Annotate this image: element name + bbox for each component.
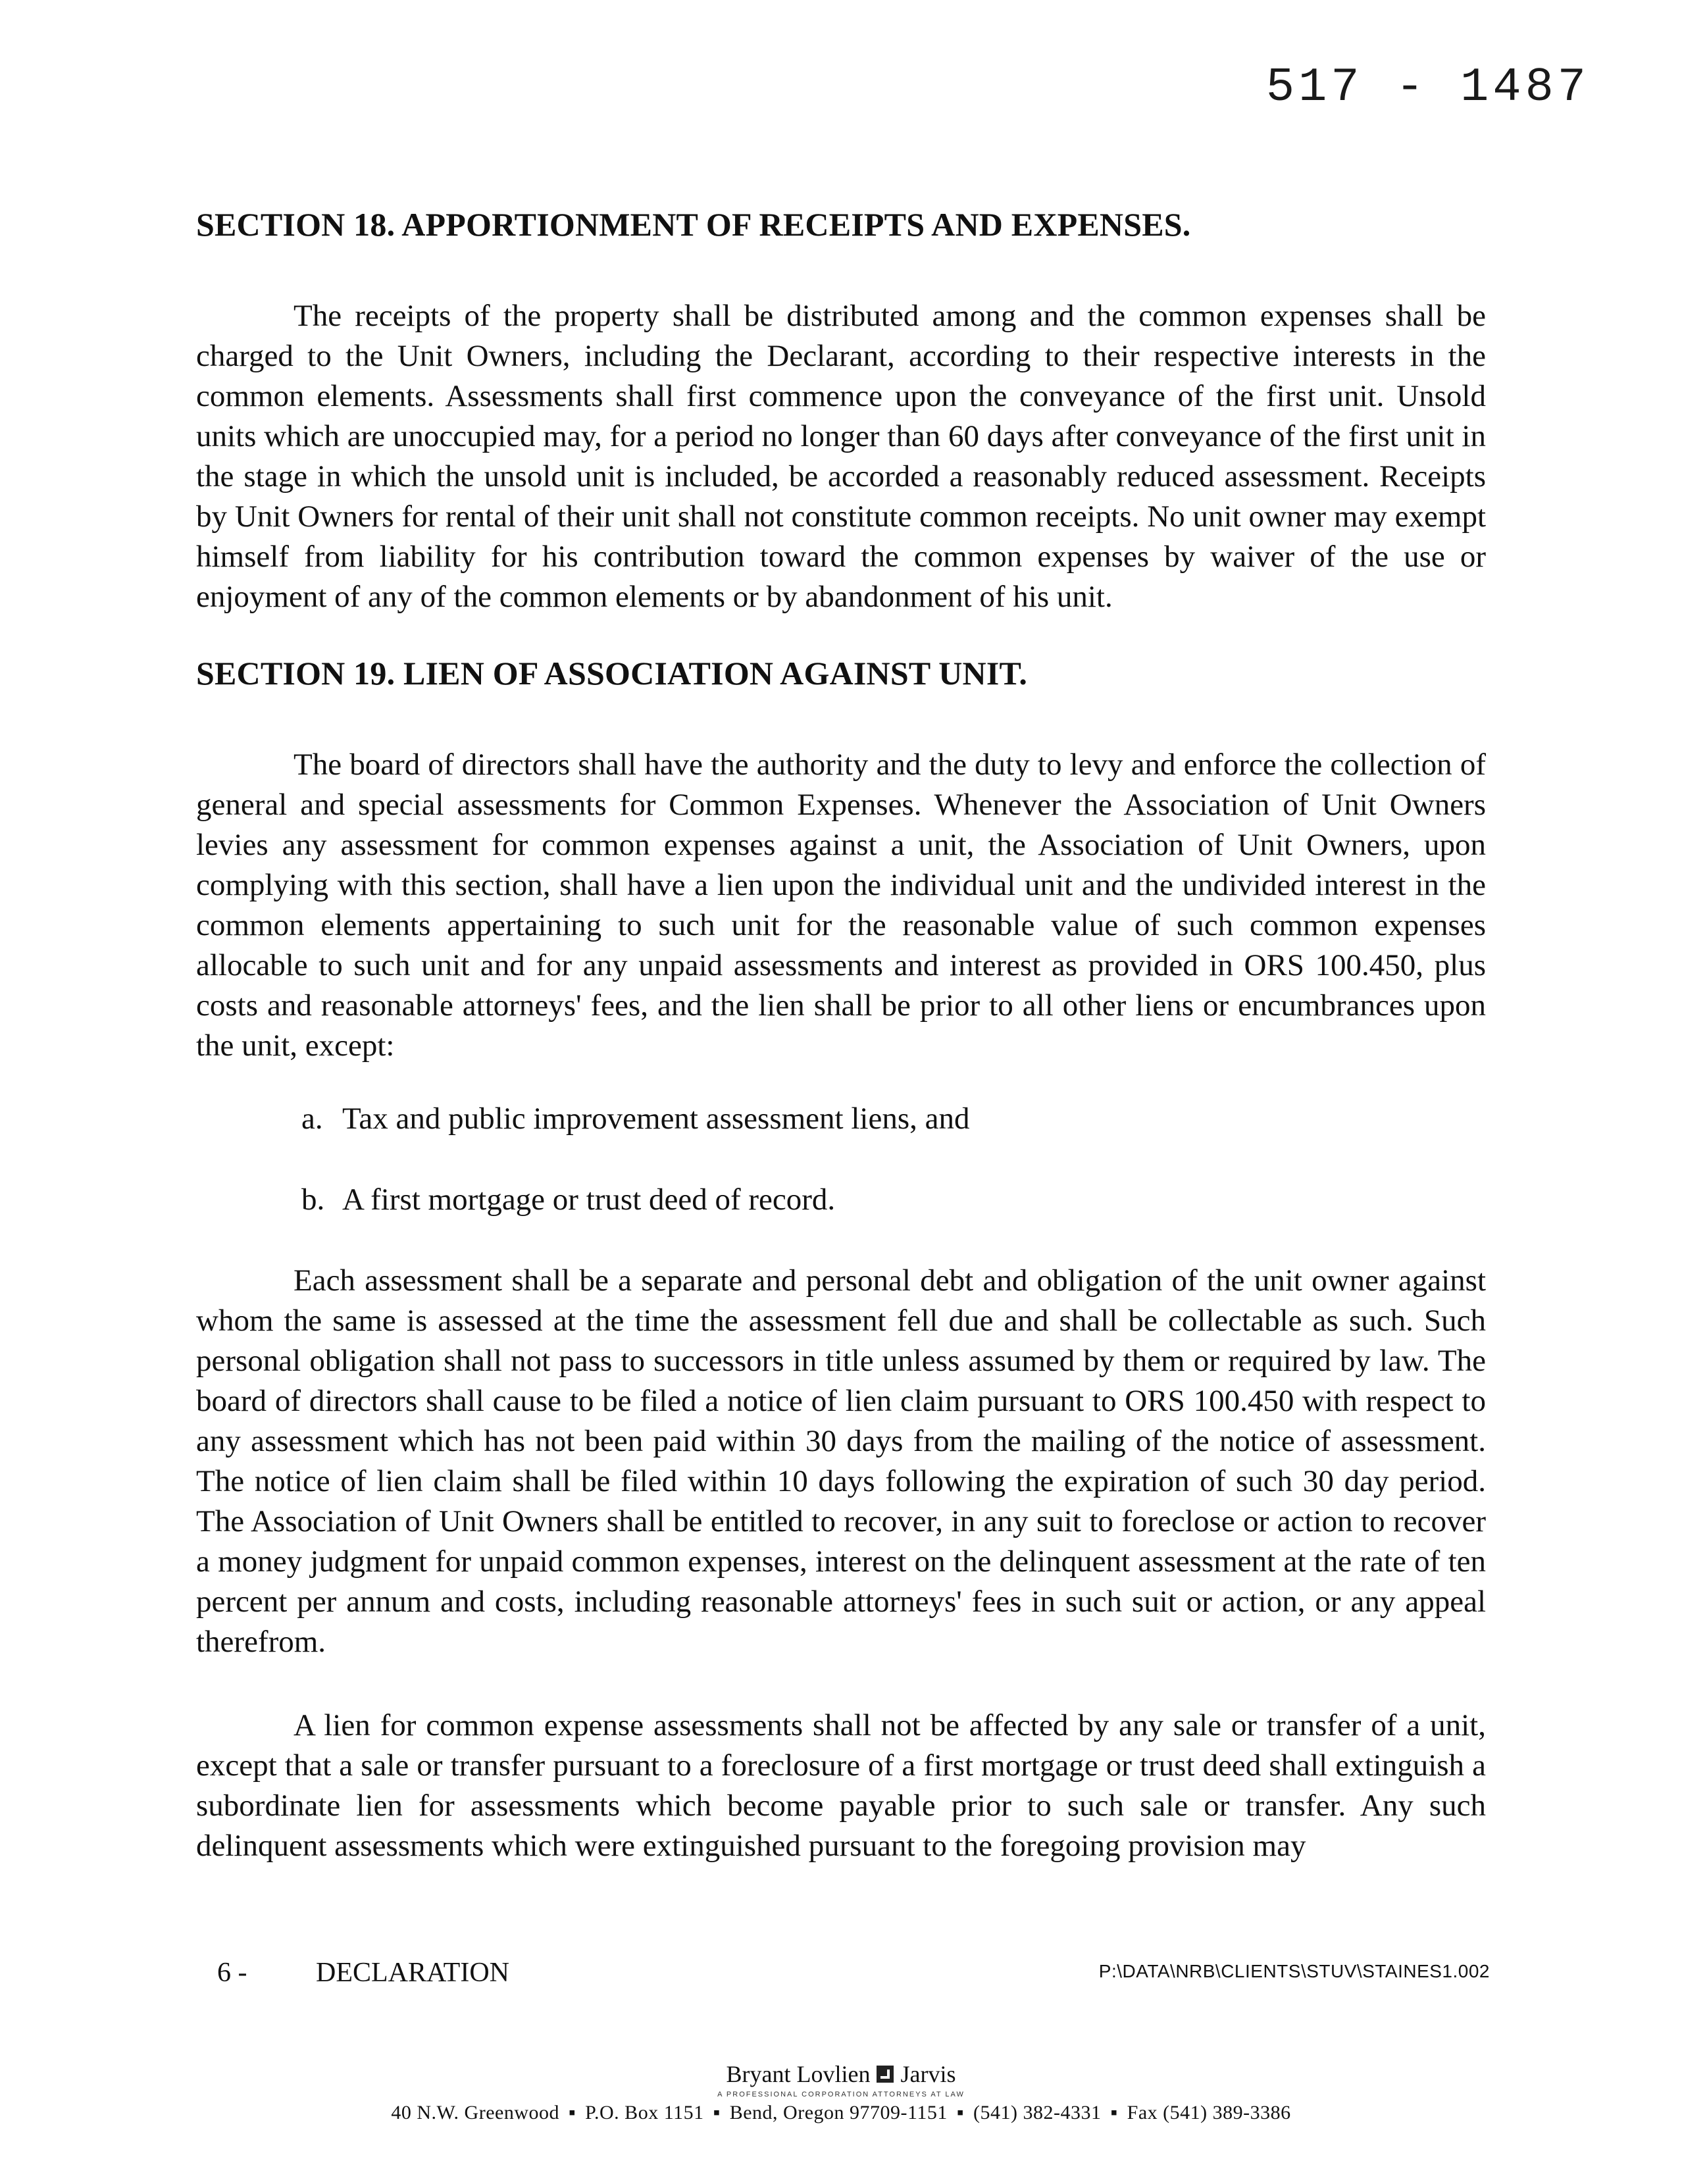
firm-logo-icon <box>877 2066 894 2083</box>
firm-po-box: P.O. Box 1151 <box>585 2102 704 2123</box>
list-item-text: Tax and public improvement assessment liens, and <box>342 1102 970 1136</box>
list-item <box>301 1180 1486 1220</box>
section-19-paragraph-2: Each assessment shall be a separate and personal debt and obligation of the unit owner against whom the same is assessed at the time the assessment fell due and shall be collectable as such. Such personal obligation shall not pass to successors in title unless assumed by them or required by law. The board of directors shall cause to be filed a notice of lien claim pursuant to ORS 100.450 with respect to any assessment which has not been paid within 30 days from the mailing of the notice of assessment. The notice of lien claim shall be filed within 10 days following the expiration of such 30 day period. The Association of Unit Owners shall be entitled to recover, in any suit to foreclose or action to recover a money judgment for unpaid common expenses, interest on the delinquent assessment at the rate of ten percent per annum and costs, including reasonable attorneys' fees in such suit or action, or any appeal therefrom. <box>196 1263 1486 1659</box>
list-marker: b. <box>301 1182 325 1217</box>
section-18-title: SECTION 18. APPORTIONMENT OF RECEIPTS AND EXPENSES. <box>196 206 1191 243</box>
section-19-paragraph-3: A lien for common expense assessments shall not be affected by any sale or transfer of a unit, except that a sale or transfer pursuant to a foreclosure of a first mortgage or trust deed shall extinguish a subordinate lien for assessments which become payable prior to such sale or transfer. Any such delinquent assessments which were extinguished pursuant to the foregoing provision may <box>196 1708 1486 1863</box>
section-19-title: SECTION 19. LIEN OF ASSOCIATION AGAINST UNIT. <box>196 655 1028 692</box>
law-firm-letterhead <box>0 2060 1682 2125</box>
footer-page-number: 6 - <box>217 1958 247 1988</box>
page-footer <box>217 1957 509 1989</box>
firm-subtitle: A PROFESSIONAL CORPORATION ATTORNEYS AT LAW <box>717 2091 965 2098</box>
firm-address-line: 40 N.W. Greenwood ▪ P.O. Box 1151 ▪ Bend, Oregon 97709-1151 ▪ (541) 382-4331 ▪ Fax (541) 389-3386 <box>391 2102 1291 2123</box>
firm-fax: Fax (541) 389-3386 <box>1127 2102 1291 2123</box>
recording-page-number: 517 - 1487 <box>1265 61 1590 114</box>
list-item-text: A first mortgage or trust deed of record. <box>342 1182 836 1217</box>
firm-name-right: Jarvis <box>900 2061 956 2087</box>
list-marker: a. <box>301 1102 323 1136</box>
section-19-paragraph-1: The board of directors shall have the authority and the duty to levy and enforce the collection of general and special assessments for Common Expenses. Whenever the Association of Unit Owners levies any assessment for common expenses against a unit, the Association of Unit Owners, upon complying with this section, shall have a lien upon the individual unit and the undivided interest in the common elements appertaining to such unit for the reasonable value of such common expenses allocable to such unit and for any unpaid assessments and interest as provided in ORS 100.450, plus costs and reasonable attorneys' fees, and the lien shall be prior to all other liens or encumbrances upon the unit, except: <box>196 748 1486 1063</box>
firm-street: 40 N.W. Greenwood <box>391 2102 560 2123</box>
footer-file-path: P:\DATA\NRB\CLIENTS\STUV\STAINES1.002 <box>1098 1961 1490 1981</box>
list-item <box>301 1099 1486 1139</box>
firm-phone: (541) 382-4331 <box>973 2102 1102 2123</box>
firm-name-left: Bryant Lovlien <box>726 2061 871 2087</box>
firm-name <box>726 2060 956 2089</box>
exceptions-list <box>196 1099 1486 1220</box>
footer-doc-title: DECLARATION <box>316 1958 509 1988</box>
section-18-paragraph: The receipts of the property shall be distributed among and the common expenses shall be charged to the Unit Owners, including the Declarant, according to their respective interests in the common elements. Assessments shall first commence upon the conveyance of the first unit. Unsold units which are unoccupied may, for a period no longer than 60 days after conveyance of the first unit in the stage in which the unsold unit is included, be accorded a reasonably reduced assessment. Receipts by Unit Owners for rental of their unit shall not constitute common receipts. No unit owner may exempt himself from liability for his contribution toward the common expenses by waiver of the use or enjoyment of any of the common elements or by abandonment of his unit. <box>196 299 1486 614</box>
document-body <box>196 204 1486 1866</box>
firm-city: Bend, Oregon 97709-1151 <box>729 2102 948 2123</box>
